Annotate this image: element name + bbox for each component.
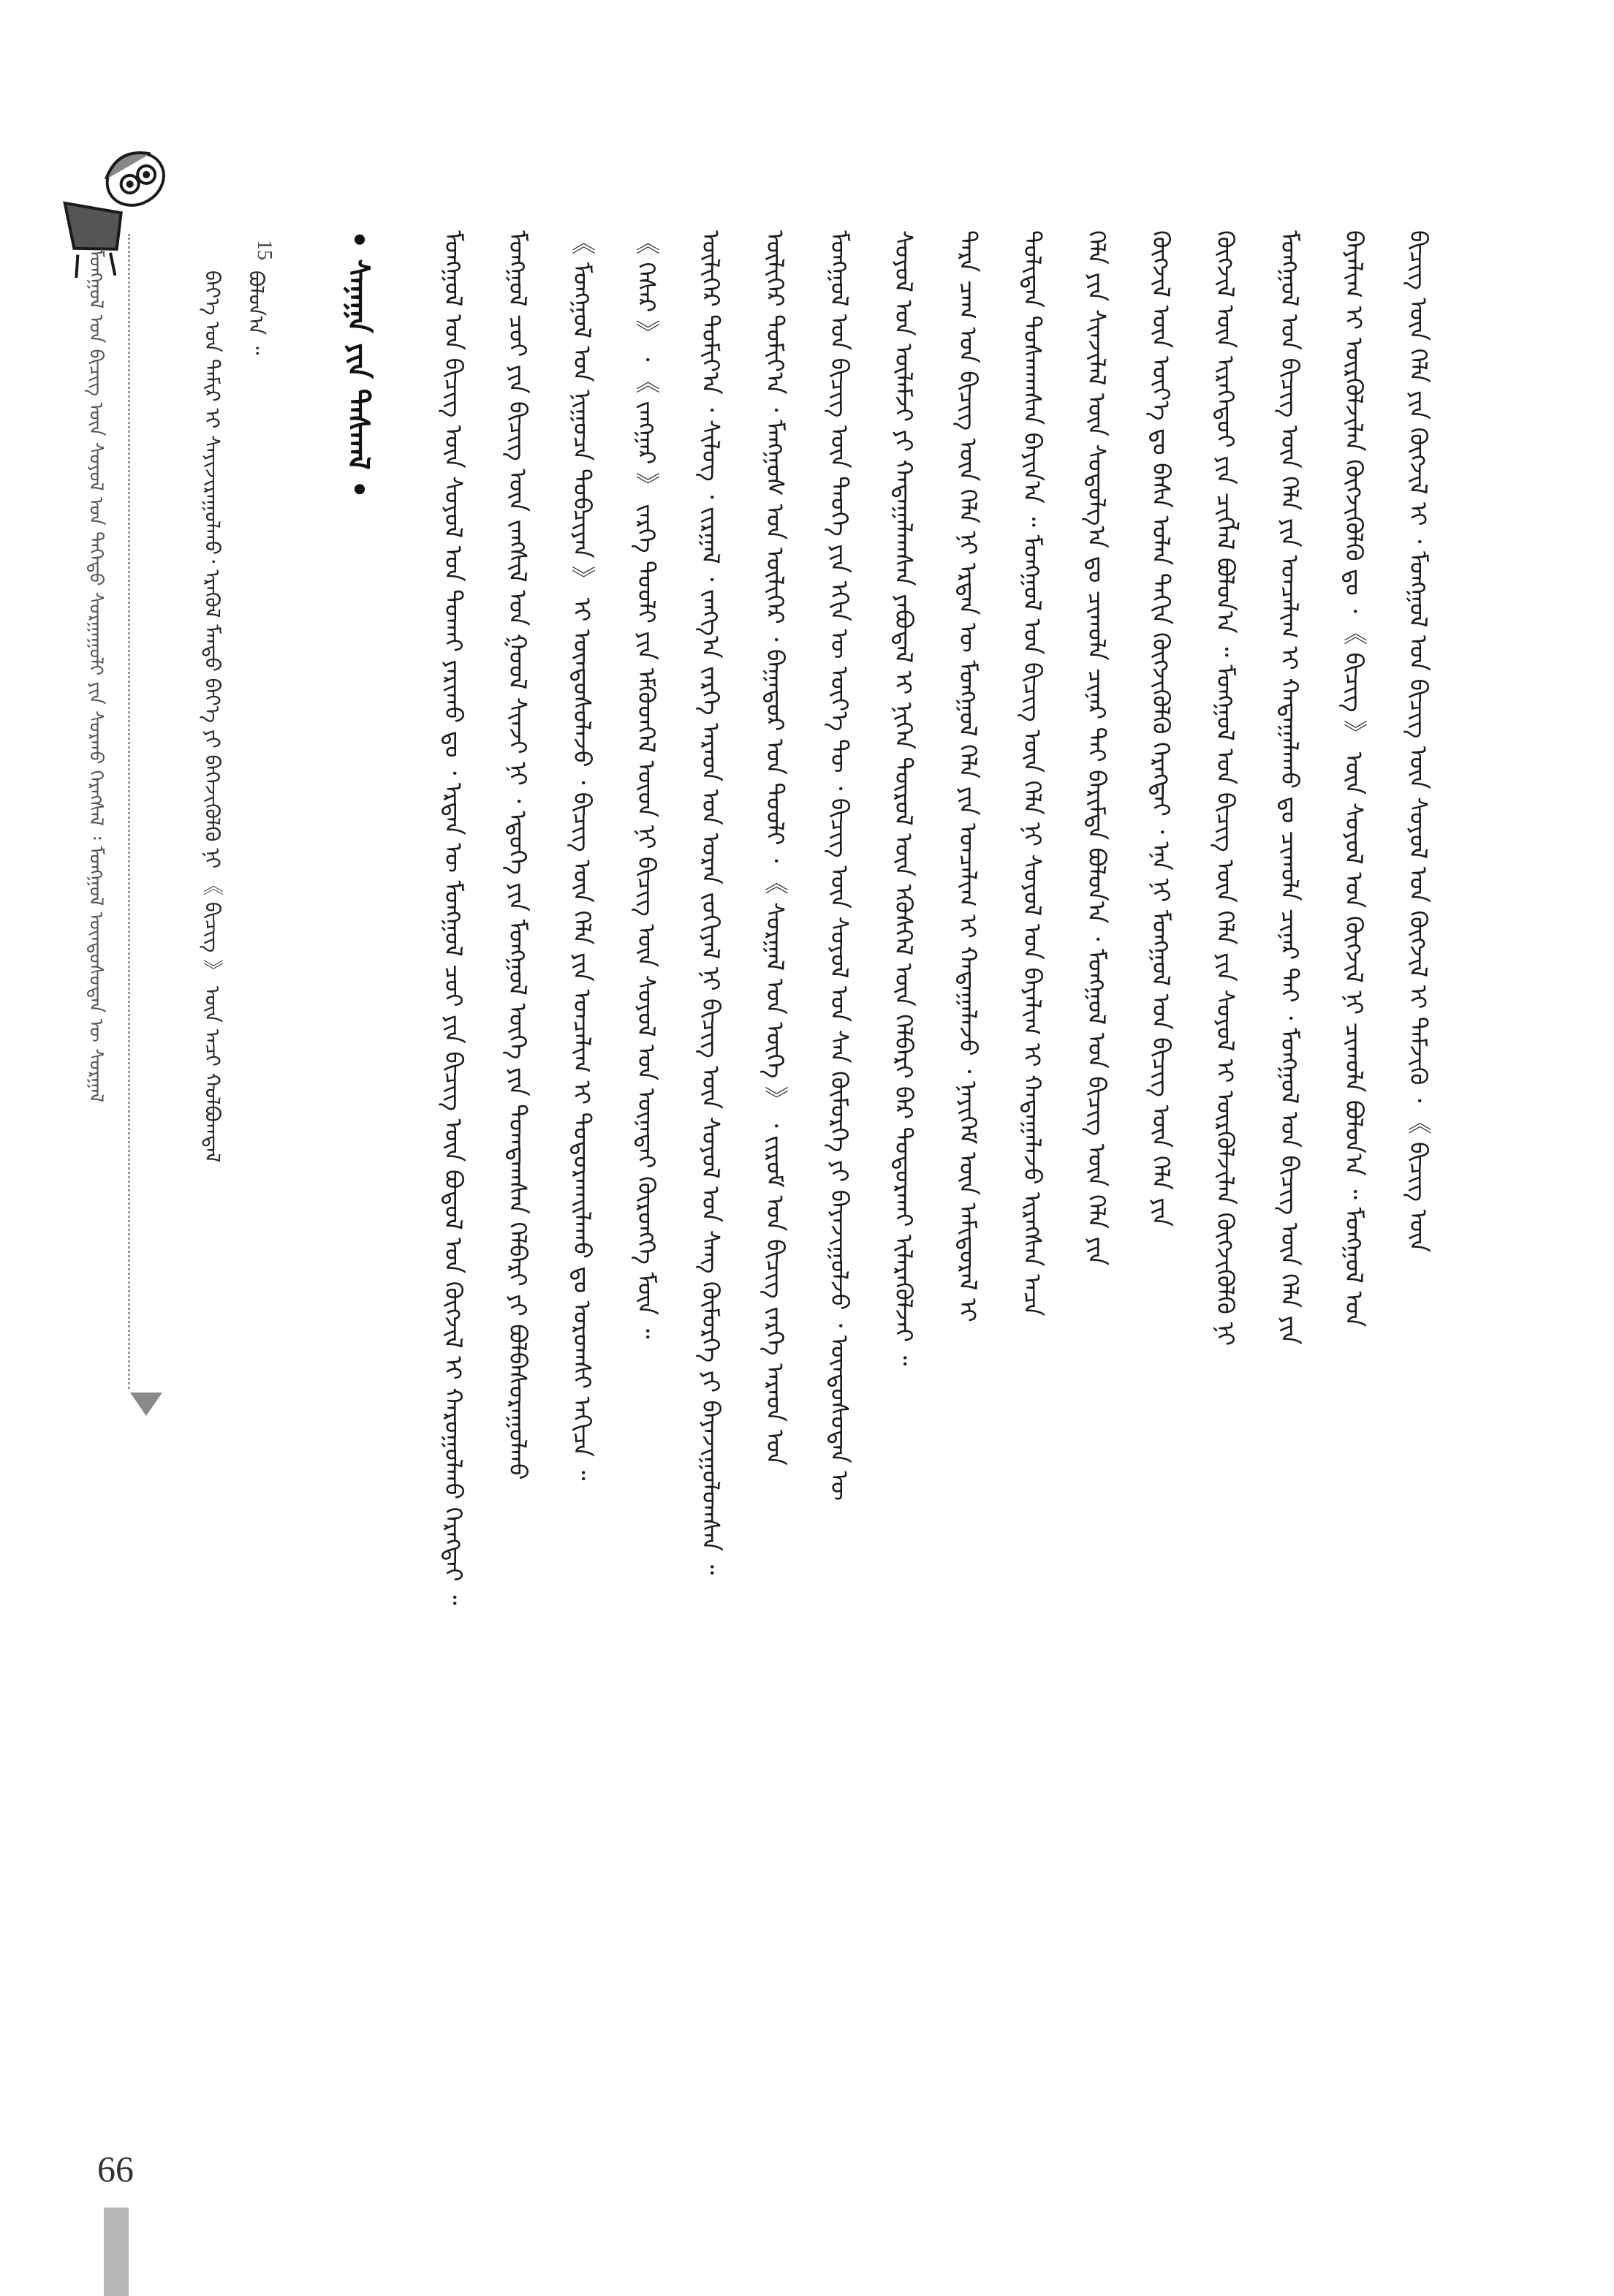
section-heading: • ᠰᠠᠨᠠᠭᠠ ᠶᠢᠨ ᠳᠠᠰᠬᠠᠯ • <box>341 230 375 499</box>
page-edge-bar <box>104 2208 129 2296</box>
body-text-column: ᠪᠢᠴᠢᠭ ᠦᠨ ᠬᠡᠯᠡ ᠶᠢᠨ ᠬᠥᠭᠵᠢᠯ ᠢ ᠂ ᠮᠣᠩᠭᠣᠯ ᠤᠨ ᠪᠢᠴᠢᠭ ᠦᠨ ᠰᠣᠶᠣᠯ ᠤᠨ ᠬᠥᠭᠵᠢᠯ ᠢ ᠳᠡᠮᠵᠢᠬᠦ ᠂ 《 ᠪᠢᠴᠢᠭ ᠦᠨ <box>1404 230 1433 1253</box>
page-number: 66 <box>97 2148 134 2189</box>
footnote-line: ᠪᠡᠶ᠎ᠡ ᠤᠨ ᠲᠠᠮᠢᠷ ᠢ ᠰᠠᠶᠢᠵᠢᠷᠠᠭᠤᠯᠬᠤ᠂ ᠡᠷᠡᠭᠦᠯ ᠮᠡᠨᠳᠦ ᠪᠡᠶ᠎ᠡ ᠶᠢ ᠪᠡᠬᠡᠵᠢᠭᠦᠯᠬᠦ ᠨᠢ 《 ᠪᠢᠴᠢᠭ 》 ᠦᠨ ᠠᠴᠢ ᠬᠣᠯᠪᠣᠭᠳᠠᠯ <box>200 270 224 1163</box>
body-text-column: ᠦᠯᠢᠭᠡᠷ ᠲᠣᠮᠢᠶ᠎ᠠ ᠂ ᠰᠢᠯᠦᠭ ᠂ ᠵᠢᠷᠭᠠᠯ ᠂ ᠵᠠᠩᠭ᠎ᠠ ᠵᠡᠷᠭᠡ ᠠᠷᠠᠳ ᠤᠨ ᠤᠷᠠᠨ ᠵᠣᠬᠢᠶᠠᠯ ᠨᠢ ᠪᠢᠴᠢᠭ ᠦᠨ ᠰᠣᠶᠣᠯ ᠤᠨ ᠰᠠᠩ ᠬᠥᠮᠥᠷᠭᠡ ᠶᠢ ᠪᠠᠶᠠᠵᠢᠭᠤᠯᠤᠭᠰᠠᠨ ᠃ <box>697 230 725 1575</box>
body-text-column: ᠮᠣᠩᠭᠣᠯ ᠤᠨ ᠪᠢᠴᠢᠭ ᠦᠨ ᠬᠡᠯᠡ ᠶᠢᠨ ᠣᠨᠴᠠᠯᠢᠭ ᠢ ᠬᠠᠳᠠᠭᠠᠯᠠᠬᠤ ᠳᠤ ᠴᠢᠬᠤᠯᠠ ᠴᠢᠨᠠᠷ ᠲᠠᠢ ᠂ ᠮᠣᠩᠭᠣᠯ ᠤᠨ ᠪᠢᠴᠢᠭ ᠦᠨ ᠬᠡᠯᠡ ᠶᠢᠨ <box>1276 230 1304 1345</box>
body-text-column: ᠬᠡᠯᠡ ᠶᠢᠨ ᠰᠢᠨᠵᠢᠯᠡᠯ ᠦᠨ ᠰᠤᠳᠤᠯᠭ᠎ᠠ ᠳᠤ ᠴᠢᠬᠤᠯᠠ ᠴᠢᠨᠠᠷ ᠲᠠᠢ ᠪᠠᠷᠢᠮᠲᠠ ᠪᠣᠯᠤᠨ᠎ᠠ ᠂ ᠮᠣᠩᠭᠣᠯ ᠤᠨ ᠪᠢᠴᠢᠭ ᠦᠨ ᠬᠡᠯᠡ ᠶᠢᠨ <box>1083 230 1111 1266</box>
footnote-number: 15 <box>253 240 276 260</box>
body-text-column: ᠪᠠᠶᠠᠯᠢᠭ ᠢ ᠦᠷᠭᠦᠯᠵᠢᠯᠡᠨ ᠬᠥᠭᠵᠢᠭᠦᠯᠬᠦ ᠳᠤ ᠂ 《 ᠪᠢᠴᠢᠭ 》 ᠦᠨ ᠰᠣᠶᠣᠯ ᠤᠨ ᠬᠥᠭᠵᠢᠯ ᠨᠢ ᠴᠢᠬᠤᠯᠠ ᠪᠣᠯᠤᠨ᠎ᠠ ᠃ ᠮᠣᠩᠭᠣᠯ ᠤᠨ <box>1340 230 1368 1327</box>
body-text-column: 《 ᠮᠣᠩᠭᠣᠯ ᠤᠨ ᠨᠢᠭᠤᠴᠠ ᠲᠣᠪᠴᠢᠶᠠᠨ 》 ᠢ ᠦᠨᠳᠦᠰᠦᠯᠡᠵᠦ ᠂ ᠪᠢᠴᠢᠭ ᠦᠨ ᠬᠡᠯᠡ ᠶᠢᠨ ᠣᠨᠴᠠᠯᠢᠭ ᠢ ᠲᠣᠳᠣᠷᠬᠠᠢᠯᠠᠬᠤ ᠳᠤ ᠤᠷᠤᠭᠰᠢ ᠠᠬᠢᠴᠠ ᠃ <box>568 230 596 1481</box>
dotted-divider <box>128 234 130 1389</box>
body-text-column: ᠬᠥᠭᠵᠢᠯ ᠦᠨ ᠢᠷᠡᠭᠡᠳᠦᠢ ᠶᠢᠨ ᠴᠢᠭᠯᠡᠯ ᠪᠣᠯᠤᠨ᠎ᠠ ᠃ ᠮᠣᠩᠭᠣᠯ ᠤᠨ ᠪᠢᠴᠢᠭ ᠦᠨ ᠬᠡᠯᠡ ᠶᠢᠨ ᠰᠣᠶᠣᠯ ᠢ ᠦᠷᠭᠦᠯᠵᠢᠯᠡᠨ ᠬᠥᠭᠵᠢᠭᠦᠯᠬᠦ ᠨᠢ <box>1211 230 1240 1346</box>
body-text-column: ᠲᠡᠷᠡ ᠴᠠᠭ ᠤᠨ ᠪᠢᠴᠢᠭ ᠦᠨ ᠬᠡᠯᠡ ᠨᠢ ᠡᠷᠲᠡᠨ ᠦ ᠮᠣᠩᠭᠣᠯ ᠬᠡᠯᠡ ᠶᠢᠨ ᠣᠨᠴᠠᠯᠢᠭ ᠢ ᠬᠠᠳᠠᠭᠠᠯᠠᠵᠤ ᠂ ᠨᠡᠶᠢᠭᠡᠮ ᠦᠨ ᠠᠮᠢᠳᠤᠷᠠᠯ ᠢ <box>954 230 982 1322</box>
body-text-column: ᠮᠣᠩᠭᠣᠯ ᠤᠨ ᠪᠢᠴᠢᠭ ᠦᠨ ᠲᠡᠦᠬᠡ ᠶᠢᠨ ᠡᠬᠢᠨ ᠦ ᠦᠶ᠎ᠡ ᠲᠦ ᠂ ᠪᠢᠴᠢᠭ ᠦᠨ ᠰᠣᠶᠣᠯ ᠤᠨ ᠰᠠᠨ ᠬᠥᠮᠥᠷᠭᠡ ᠶᠢ ᠪᠠᠶᠠᠵᠢᠭᠤᠯᠵᠤ ᠂ ᠦᠨᠳᠦᠰᠦᠲᠡᠨ ᠦ <box>825 230 854 1501</box>
body-text-column: ᠦᠯᠢᠭᠡᠷ ᠲᠣᠮᠢᠶ᠎ᠠ ᠂ ᠮᠠᠩᠭᠤᠰ ᠤᠨ ᠦᠯᠢᠭᠡᠷ ᠂ ᠪᠠᠭᠠᠲᠤᠷ ᠤᠨ ᠲᠤᠤᠯᠢ ᠂ 《 ᠰᠣᠷᠭᠠᠯ ᠤᠨ ᠦᠭᠡ 》 ᠂ ᠵᠢᠷᠤᠮ ᠤᠨ ᠪᠢᠴᠢᠭ ᠵᠡᠷᠭᠡ ᠠᠷᠠᠳ ᠤᠨ <box>761 230 789 1466</box>
body-text-column: ᠰᠣᠶᠣᠯ ᠤᠨ ᠦᠯᠡᠮᠵᠢ ᠶᠢ ᠬᠠᠳᠠᠭᠠᠯᠠᠭᠰᠠᠨ ᠶᠠᠪᠤᠳᠠᠯ ᠢ ᠨᠢᠭᠡᠨ ᠲᠥᠷᠥᠯ ᠦᠨ ᠡᠭᠦᠰᠭᠡᠯ ᠦᠨ ᠬᠡᠯᠪᠡᠷᠢ ᠪᠡᠷ ᠲᠣᠳᠣᠷᠬᠠᠶ ᠢᠯᠡᠷᠡᠭᠦᠯᠵᠡᠢ ᠃ <box>890 230 918 1366</box>
body-text-column: ᠮᠣᠩᠭᠣᠯ ᠤᠨ ᠪᠢᠴᠢᠭ ᠦᠨ ᠰᠣᠶᠣᠯ ᠤᠨ ᠲᠤᠬᠠᠢ ᠶᠠᠷᠢᠬᠤ ᠳᠤ ᠂ ᠡᠷᠲᠡᠨ ᠦ ᠮᠣᠩᠭᠣᠯ ᠴᠤᠢ ᠶᠢᠨ ᠪᠢᠴᠢᠭ ᠦᠨ ᠪᠣᠳᠣᠯ ᠤᠨ ᠬᠥᠭᠵᠢᠯ ᠢ ᠬᠠᠷᠤᠭᠤᠯᠬᠤ ᠬᠡᠷᠡᠭᠲᠡᠢ ᠃ <box>439 230 468 1605</box>
body-text-column: ᠬᠥᠭᠵᠢᠯ ᠦᠨ ᠦᠶ᠎ᠡ ᠳᠤ ᠪᠠᠰᠠ ᠣᠯᠠᠨ ᠳᠠᠬᠢᠨ ᠬᠥᠭᠵᠢᠭᠦᠯᠬᠦ ᠬᠡᠷᠡᠭᠲᠡᠢ ᠂ ᠡᠨᠡ ᠨᠢ ᠮᠣᠩᠭᠣᠯ ᠤᠨ ᠪᠢᠴᠢᠭ ᠦᠨ ᠬᠡᠯᠡ ᠶᠢᠨ <box>1147 230 1175 1227</box>
running-head: ᠮᠣᠩᠭᠣᠯ ᠤᠨ ᠪᠢᠴᠢᠭ ᠦᠨ ᠰᠣᠶᠣᠯ ᠤᠨ ᠳᠡᠭᠡᠳᠦ ᠰᠤᠷᠭᠠᠭᠤᠯᠢ ᠶᠢᠨ ᠰᠤᠷᠬᠤ ᠬᠡᠷᠡᠭᠰᠡᠯ ᠄ ᠮᠣᠩᠭᠣᠯ ᠦᠨᠳᠦᠰᠦᠲᠡᠨ ᠦ ᠰᠤᠷᠭᠠᠯ <box>85 249 107 1103</box>
body-text-column: ᠲᠣᠯᠢᠳᠠᠨ ᠲᠤᠰᠬᠠᠭᠰᠠᠨ ᠪᠠᠶᠢᠨ᠎ᠠ ᠃ ᠮᠣᠩᠭᠣᠯ ᠤᠨ ᠪᠢᠴᠢᠭ ᠦᠨ ᠬᠡᠯᠡ ᠨᠢ ᠰᠣᠶᠣᠯ ᠤᠨ ᠪᠠᠶᠠᠯᠢᠭ ᠢ ᠬᠠᠳᠠᠭᠠᠯᠠᠵᠤ ᠢᠷᠡᠭᠰᠡᠨ ᠠᠴᠠ <box>1018 230 1047 1316</box>
body-text-column: ᠮᠣᠩᠭᠣᠯ ᠴᠤᠢ ᠶᠢᠨ ᠪᠢᠴᠢᠭ ᠦᠨ ᠵᠠᠩᠰᠢᠯ ᠤᠨ ᠭᠣᠣᠯ ᠰᠢᠨᠵᠢ ᠨᠢ ᠂ ᠡᠳᠦᠭᠡ ᠶᠢᠨ ᠮᠣᠩᠭᠣᠯ ᠦᠭᠡ ᠶᠢᠨ ᠲᠣᠭᠲᠠᠭᠰᠠᠨ ᠬᠡᠯᠪᠡᠷᠢ ᠶᠢ ᠪᠣᠯᠪᠠᠰᠤᠷᠠᠭᠤᠯᠬᠤ <box>504 230 532 1480</box>
triangle-marker-icon <box>130 1393 162 1416</box>
boy-mascot-icon <box>29 132 212 278</box>
body-text-column: 《 ᠭᠡᠰᠡᠷ 》 ᠂ 《 ᠵᠠᠩᠭᠠᠷ 》 ᠵᠡᠷᠭᠡ ᠲᠤᠤᠯᠢ ᠶᠢᠨ ᠡᠮᠬᠦᠳᠭᠡᠯ ᠦᠳ ᠨᠢ ᠪᠢᠴᠢᠭ ᠦᠨ ᠰᠣᠶᠣᠯ ᠤᠨ ᠦᠨᠡᠲᠡᠢ ᠬᠥᠷᠥᠩᠭᠡ ᠮᠥᠨ ᠃ <box>632 230 661 1339</box>
footnote-line: ᠪᠣᠯᠤᠨ᠎ᠠ ᠃ <box>244 270 268 355</box>
